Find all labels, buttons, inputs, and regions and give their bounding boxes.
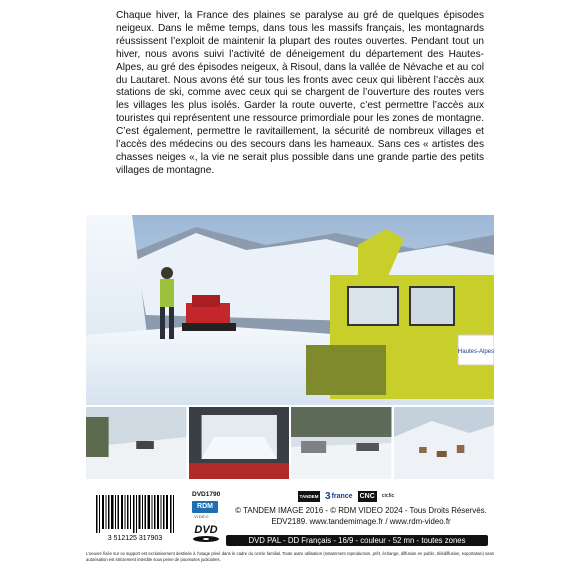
france3-digit: 3 [325, 491, 331, 502]
dvd-video-logo [190, 522, 222, 544]
barcode [90, 493, 180, 543]
truck-sign: Hautes-Alpes [457, 349, 494, 355]
thumbnail-strip [86, 407, 494, 479]
thumbnail-2 [189, 407, 290, 479]
hero-photo [86, 215, 494, 405]
dvd-number: DVD1790 [192, 491, 221, 498]
synopsis-text: Chaque hiver, la France des plaines se paralyse au gré de quelques épisodes neigeux. Dans le même temps, dans tous les massifs français, les montagnards réussissent l’exploit de maintenir la plupart des routes ouvertes. Pendant tout un hiver, nous avons suivi l’activité de déneigement du département des Hautes-Alpes, au gré des épisodes neigeux, à Risoul, dans la vallée de Névache et au col du Lautaret. Nous avons été sur tous les fronts avec ceux qui libèrent l’accès aux stations de ski, comme avec ceux qui se chargent de l’ouverture des routes vers les villages les plus isolés. Garder la route ouverte, c’est permettre l’accès aux touristes qui représentent une ressource primordiale pour les zones de montagne. C’est également, permettre le ravitaillement, la sécurité de nombreux villages et l’accès des médecins ou des secours dans les hameaux. Sans ces « artistes des chasses neiges «, la vie ne serait plus possible dans une grande partie des petits villages de montagne. [116, 10, 484, 176]
publisher-sub: VIDÉO [194, 514, 209, 519]
website-line: EDV2189. www.tandemimage.fr / www.rdm-video.fr [271, 516, 451, 526]
tandem-logo: TANDEM [298, 491, 320, 502]
ciclic-logo: ciclic [381, 493, 395, 499]
partner-logos [298, 490, 394, 503]
dvd-logo-text: DVD [194, 524, 218, 536]
thumbnail-1 [86, 407, 187, 479]
technical-specs-bar: DVD PAL - DD Français - 16/9 - couleur - 52 mn - toutes zones [226, 535, 488, 546]
barcode-number: 3 512125 317903 [107, 535, 163, 542]
thumbnail-4 [394, 407, 495, 479]
france3-logo [325, 491, 353, 502]
thumbnail-3 [291, 407, 392, 479]
france3-text: france [331, 493, 353, 500]
cnc-logo: CNC [359, 493, 375, 500]
legal-notice: L’oeuvre fixée sur ce support est exclusivement destinée à l’usage privé dans le cadre du cercle familial. Toute autre utilisation (notamment reproduction, prêt, échange, diffusion en public, télédiffusion, exportation) sans autorisation est strictement interdite sous peine de poursuites judiciaires. [86, 551, 494, 562]
credits [226, 506, 496, 527]
publisher-logo: RDM [192, 501, 218, 513]
copyright-line: © TANDEM IMAGE 2016 - © RDM VIDEO 2024 - Tous Droits Réservés. [235, 506, 487, 515]
